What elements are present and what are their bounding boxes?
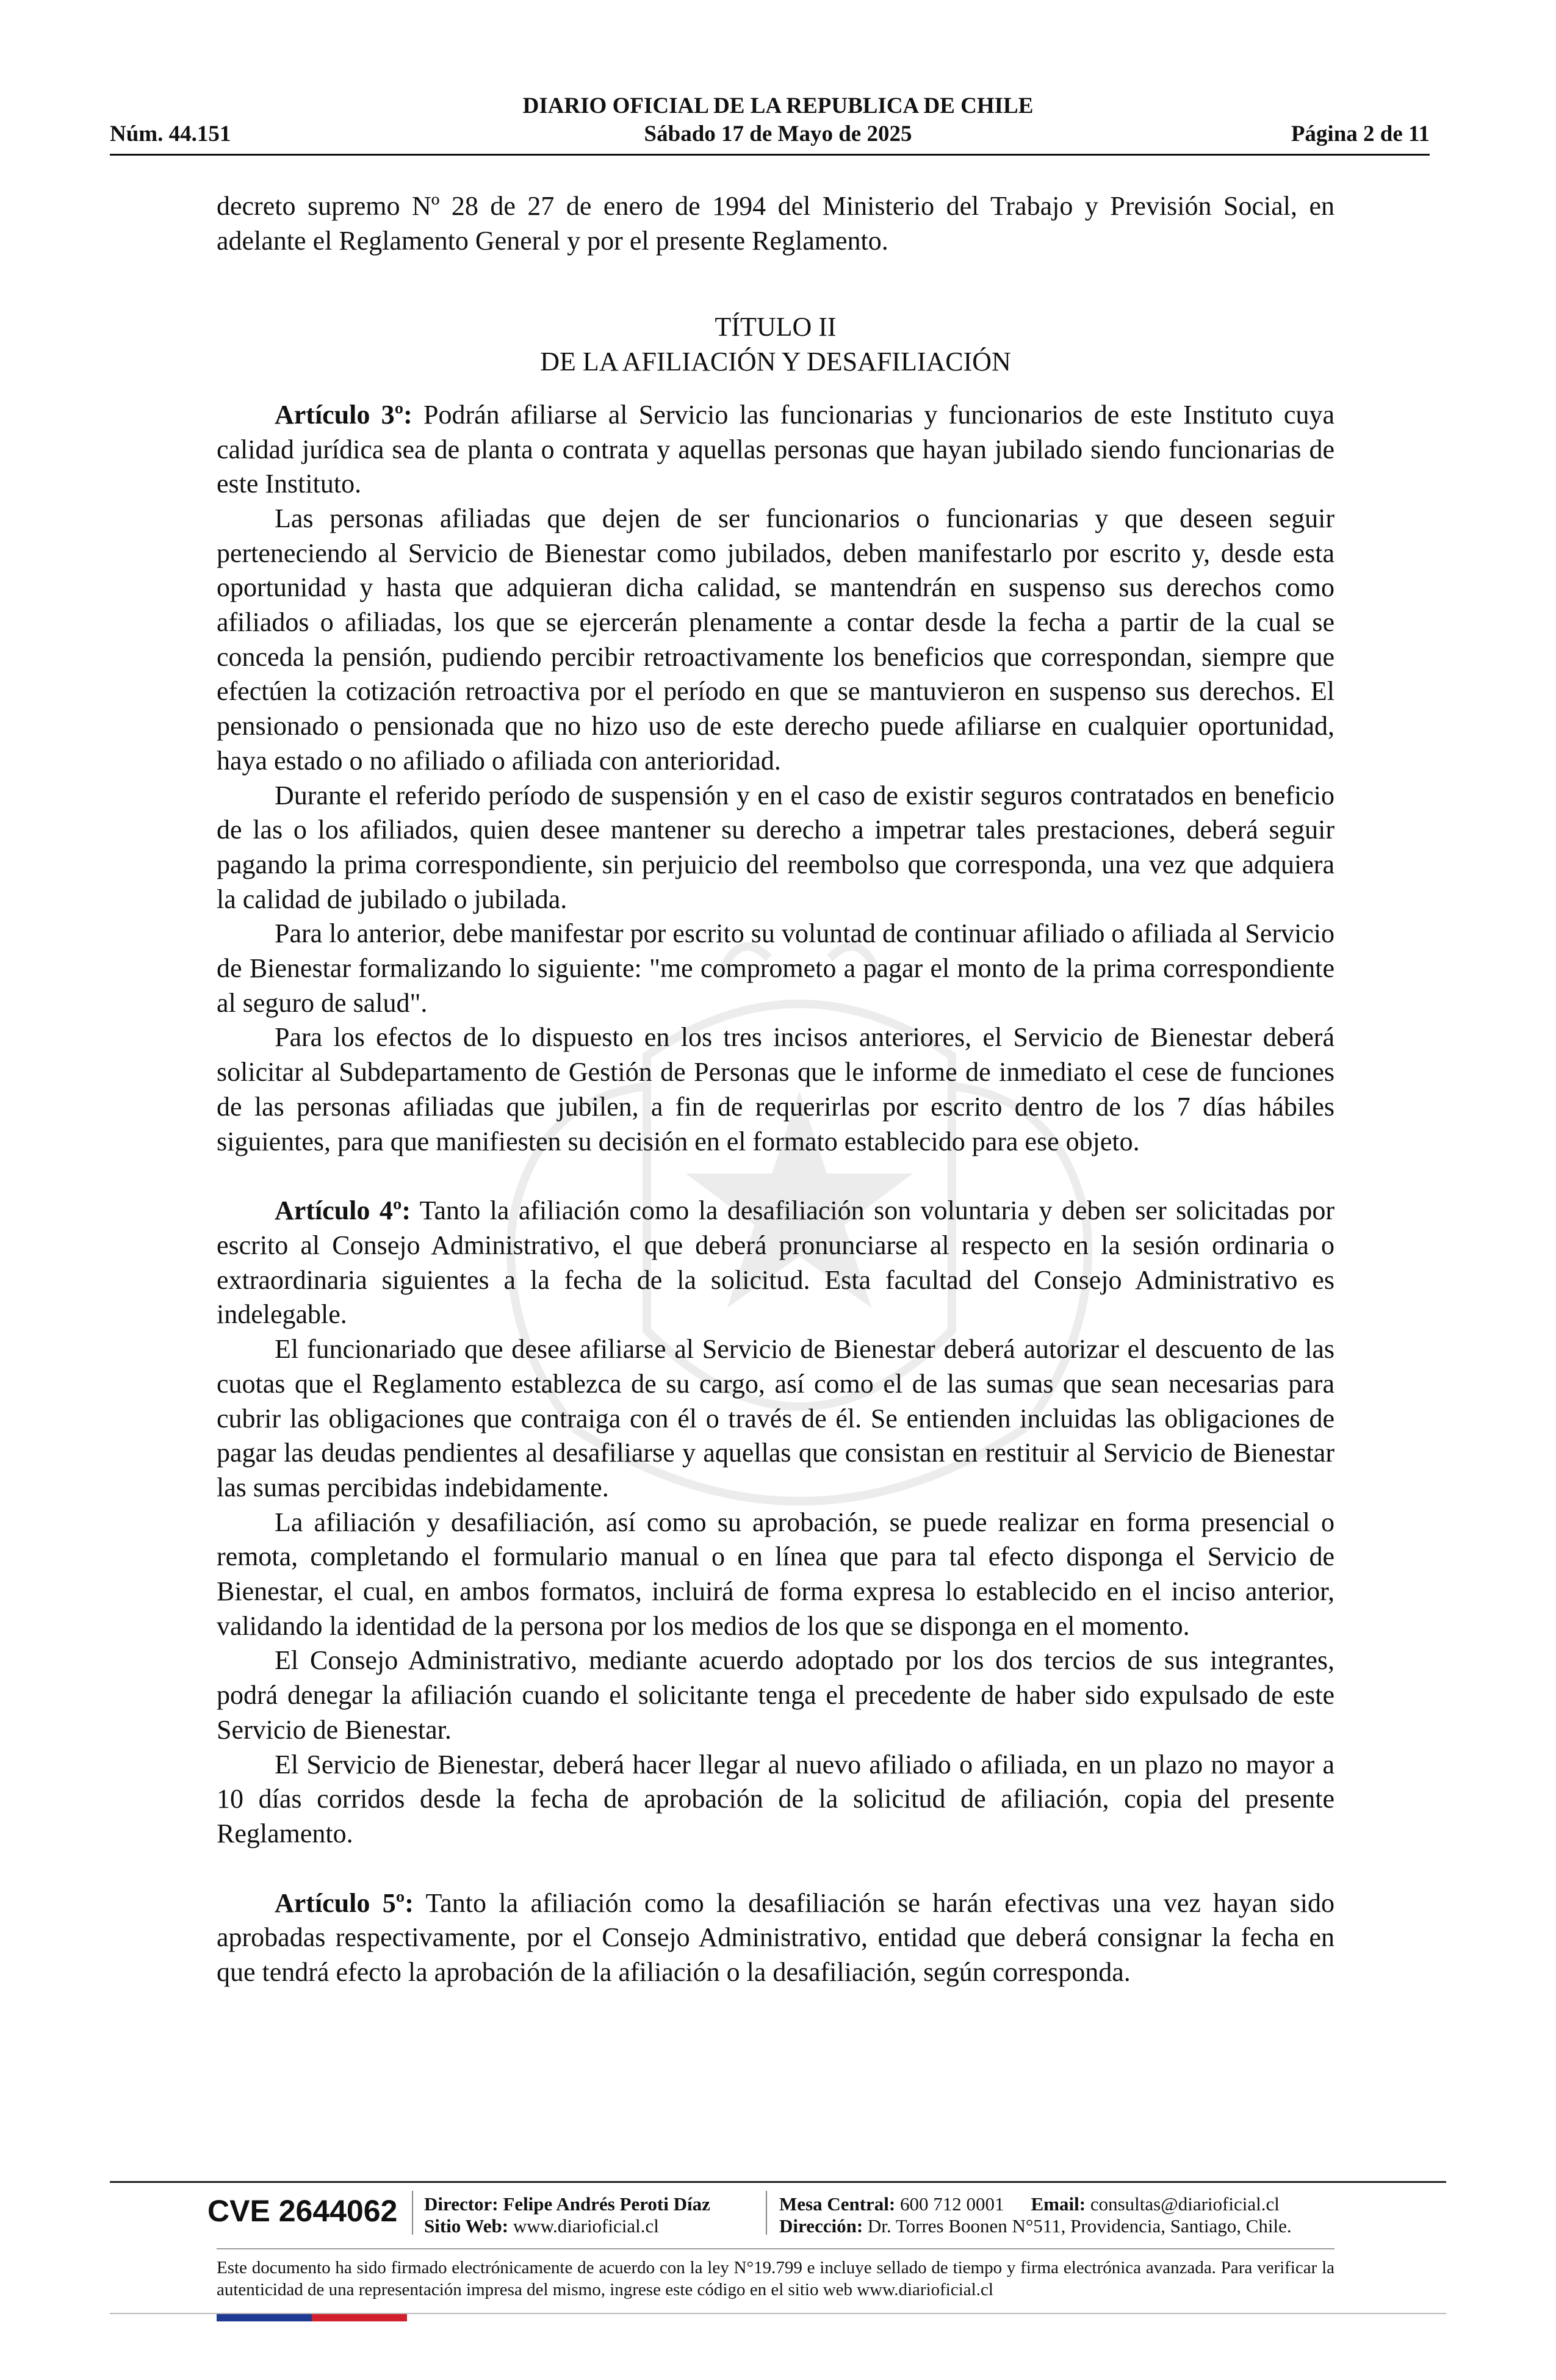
header-divider (110, 154, 1430, 156)
article-5-text: Tanto la afiliación como la desafiliación se harán efectivas una vez hayan sido aprobadas respectivamente, por el Consejo Administrativo, entidad que deberá consignar la fecha en que tendrá efecto la aprobación de la afiliación o la desafiliación, según corresponda. (217, 1888, 1334, 1988)
document-body (217, 189, 1334, 1990)
footer-divider-top (110, 2181, 1446, 2183)
article-3-paragraph-4: Para lo anterior, debe manifestar por escrito su voluntad de continuar afiliado o afiliada al Servicio de Bienestar formalizando lo siguiente: "me comprometo a pagar el monto de la prima correspondiente al seguro de salud". (217, 918, 1334, 1018)
article-4-paragraph-2: El funcionariado que desee afiliarse al Servicio de Bienestar deberá autorizar el descuento de las cuotas que el Reglamento establezca de su cargo, así como el de las sumas que sean necesarias para cubrir las obligaciones que contraiga con él o través de él. Se entienden incluidas las obligaciones de pagar las deudas pendientes al desafiliarse y aquellas que consistan en restituir al Servicio de Bienestar las sumas percibidas indebidamente. (217, 1334, 1334, 1502)
article-3-paragraph-2: Las personas afiliadas que dejen de ser funcionarios o funcionarias y que deseen seguir perteneciendo al Servicio de Bienestar como jubilados, deben manifestarlo por escrito y, desde esta oportunidad y hasta que adquieran dicha calidad, se mantendrán en suspenso sus derechos como afiliados o afiliadas, los que se ejercerán plenamente a contar desde la fecha a partir de la cual se conceda la pensión, pudiendo percibir retroactivamente los beneficios que correspondan, siempre que efectúen la cotización retroactiva por el período en que se mantuvieron en suspenso sus derechos. El pensionado o pensionada que no hizo uso de este derecho puede afiliarse en cualquier oportunidad, haya estado o no afiliado o afiliada con anterioridad. (217, 503, 1334, 776)
intro-paragraph: decreto supremo Nº 28 de 27 de enero de 1994 del Ministerio del Trabajo y Previsión Social, en adelante el Reglamento General y por el presente Reglamento. (217, 191, 1334, 256)
issue-date: Sábado 17 de Mayo de 2025 (644, 121, 912, 146)
issue-number: Núm. 44.151 (110, 121, 231, 146)
article-5-paragraph-1 (217, 1886, 1334, 1990)
contact-line (779, 2193, 1280, 2215)
article-5-label: Artículo 5º: (275, 1888, 414, 1918)
article-3-paragraph-5: Para los efectos de lo dispuesto en los tres incisos anteriores, el Servicio de Bienestar deberá solicitar al Subdepartamento de Gestión de Personas que le informe de inmediato el cese de funciones de las personas afiliadas que jubilen, a fin de requerirlas por escrito dentro de los 7 días hábiles siguientes, para que manifiesten su decisión en el formato establecido para ese objeto. (217, 1022, 1334, 1156)
article-4-text: Tanto la afiliación como la desafiliación son voluntaria y deben ser solicitadas por escrito al Consejo Administrativo, el que deberá pronunciarse al respecto en la sesión ordinaria o extraordinaria siguientes a la fecha de la solicitud. Esta facultad del Consejo Administrativo es indelegable. (217, 1195, 1334, 1330)
gazette-title: DIARIO OFICIAL DE LA REPUBLICA DE CHILE (522, 93, 1034, 118)
section-title: TÍTULO II (715, 312, 837, 342)
email-label: Email: (1031, 2193, 1086, 2215)
phone-label: Mesa Central: (779, 2193, 896, 2215)
legal-notice: Este documento ha sido firmado electrónicamente de acuerdo con la ley N°19.799 e incluye sellado de tiempo y firma electrónica avanzada. Para verificar la autenticidad de una representación impresa del mismo, ingrese este código en el sitio web www.diarioficial.cl (217, 2258, 1334, 2299)
website-link[interactable]: www.diarioficial.cl (508, 2215, 659, 2237)
article-3-text: Podrán afiliarse al Servicio las funcionarias y funcionarios de este Instituto cuya calidad jurídica sea de planta o contrata y aquellas personas que hayan jubilado siendo funcionarias de este Instituto. (217, 399, 1334, 499)
section-subtitle: DE LA AFILIACIÓN Y DESAFILIACIÓN (540, 347, 1011, 377)
address-label: Dirección: (779, 2215, 863, 2237)
article-4-label: Artículo 4º: (275, 1195, 411, 1226)
article-4-paragraph-1 (217, 1194, 1334, 1332)
article-4-paragraph-3: La afiliación y desafiliación, así como su aprobación, se puede realizar en forma presencial o remota, completando el formulario manual o en línea que para tal efecto disponga el Servicio de Bienestar, el cual, en ambos formatos, incluirá de forma expresa lo establecido en el inciso anterior, validando la identidad de la persona por los medios de los que se disponga en el momento. (217, 1507, 1334, 1641)
flag-bar-red (312, 2314, 407, 2321)
cve-code: CVE 2644062 (207, 2194, 398, 2228)
address-value: Dr. Torres Boonen N°511, Providencia, Santiago, Chile. (863, 2215, 1292, 2237)
article-4-paragraph-5: El Servicio de Bienestar, deberá hacer llegar al nuevo afiliado o afiliada, en un plazo no mayor a 10 días corridos desde la fecha de aprobación de la solicitud de afiliación, copia del presente Reglamento. (217, 1749, 1334, 1848)
address-line (779, 2215, 1292, 2237)
director-line (424, 2193, 710, 2215)
website-line (424, 2215, 659, 2237)
flag-bar-blue (217, 2314, 312, 2321)
footer-separator (766, 2191, 767, 2235)
website-label: Sitio Web: (424, 2215, 509, 2237)
page-indicator: Página 2 de 11 (1291, 121, 1430, 146)
article-3-label: Artículo 3º: (275, 399, 412, 430)
phone-value: 600 712 0001 (895, 2193, 1004, 2215)
article-4-paragraph-4: El Consejo Administrativo, mediante acuerdo adoptado por los dos tercios de sus integrantes, podrá denegar la afiliación cuando el solicitante tenga el precedente de haber sido expulsado de este Servicio de Bienestar. (217, 1645, 1334, 1745)
email-link[interactable]: consultas@diarioficial.cl (1086, 2193, 1280, 2215)
article-3-paragraph-3: Durante el referido período de suspensión y en el caso de existir seguros contratados en beneficio de las o los afiliados, quien desee mantener su derecho a impetrar tales prestaciones, deberá seguir pagando la prima correspondiente, sin perjuicio del reembolso que corresponda, una vez que adquiera la calidad de jubilado o jubilada. (217, 780, 1334, 914)
director-label: Director: (424, 2193, 499, 2215)
director-name: Felipe Andrés Peroti Díaz (498, 2193, 710, 2215)
article-3-paragraph-1 (217, 398, 1334, 502)
footer-divider-middle (217, 2248, 1334, 2249)
footer-separator (412, 2191, 413, 2235)
